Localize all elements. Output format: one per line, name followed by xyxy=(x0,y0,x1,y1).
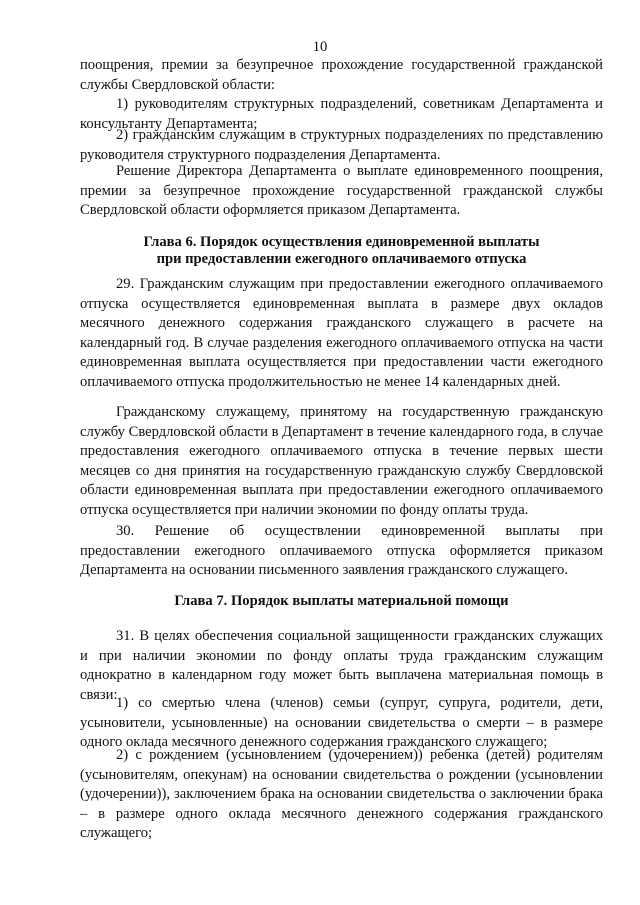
list-item-2: 2) гражданским служащим в структурных подразделениях по представлению руководителя структурного подразделения Департамента. xyxy=(80,127,603,163)
paragraph-29: 29. Гражданским служащим при предоставлении ежегодного оплачиваемого отпуска осуществляется единовременная выплата в размере двух окладов месячного денежного содержания гражданского служащего в расчете на календарный год. В случае разделения ежегодного оплачиваемого отпуска на части единовременная выплата осуществляется при предоставлении части ежегодного оплачиваемого отпуска продолжительностью не менее 14 календарных дней. xyxy=(80,276,603,390)
list-item-1: 1) руководителям структурных подразделений, советникам Департамента и консультанту Департамента; xyxy=(80,96,603,132)
chapter-7-heading: Глава 7. Порядок выплаты материальной помощи xyxy=(174,593,509,609)
chapter-6-heading-line-2: при предоставлении ежегодного оплачиваемого отпуска xyxy=(156,251,527,267)
decision-paragraph: Решение Директора Департамента о выплате единовременного поощрения, премии за безупречное прохождение государственной гражданской службы Свердловской области оформляется приказом Департамента. xyxy=(80,163,603,219)
paragraph-29-continued: Гражданскому служащему, принятому на государственную гражданскую службу Свердловской области в Департамент в течение календарного года, в случае предоставления ежегодного оплачиваемого отпуска в течение первых шести месяцев со дня принятия на государственную гражданскую службу Свердловской области единовременная выплата при предоставлении ежегодного оплачиваемого отпуска осуществляется при наличии экономии по фонду оплаты труда. xyxy=(80,404,603,518)
paragraph-30: 30. Решение об осуществлении единовременной выплаты при предоставлении ежегодного оплачиваемого отпуска оформляется приказом Департамента на основании письменного заявления гражданского служащего. xyxy=(80,523,603,579)
continued-paragraph: поощрения, премии за безупречное прохождение государственной гражданской службы Свердловской области: xyxy=(80,57,603,93)
paragraph-31-item-1: 1) со смертью члена (членов) семьи (супруг, супруга, родители, дети, усыновители, усыновленные) на основании свидетельства о смерти – в размере одного оклада месячного денежного содержания гражданского служащего; xyxy=(80,695,603,751)
paragraph-31: 31. В целях обеспечения социальной защищенности гражданских служащих и при наличии экономии по фонду оплаты труда гражданским служащим однократно в календарном году может быть выплачена материальная помощь в связи: xyxy=(80,628,603,703)
page-number: 10 xyxy=(312,39,328,55)
chapter-6-heading-line-1: Глава 6. Порядок осуществления единовременной выплаты xyxy=(143,234,540,250)
paragraph-31-item-2: 2) с рождением (усыновлением (удочерением)) ребенка (детей) родителям (усыновителям, опекунам) на основании свидетельства о рождении (усыновлении (удочерении)), заключением брака на основании свидетельства о заключении брака – в размере одного оклада месячного денежного содержания гражданского служащего; xyxy=(80,747,603,842)
